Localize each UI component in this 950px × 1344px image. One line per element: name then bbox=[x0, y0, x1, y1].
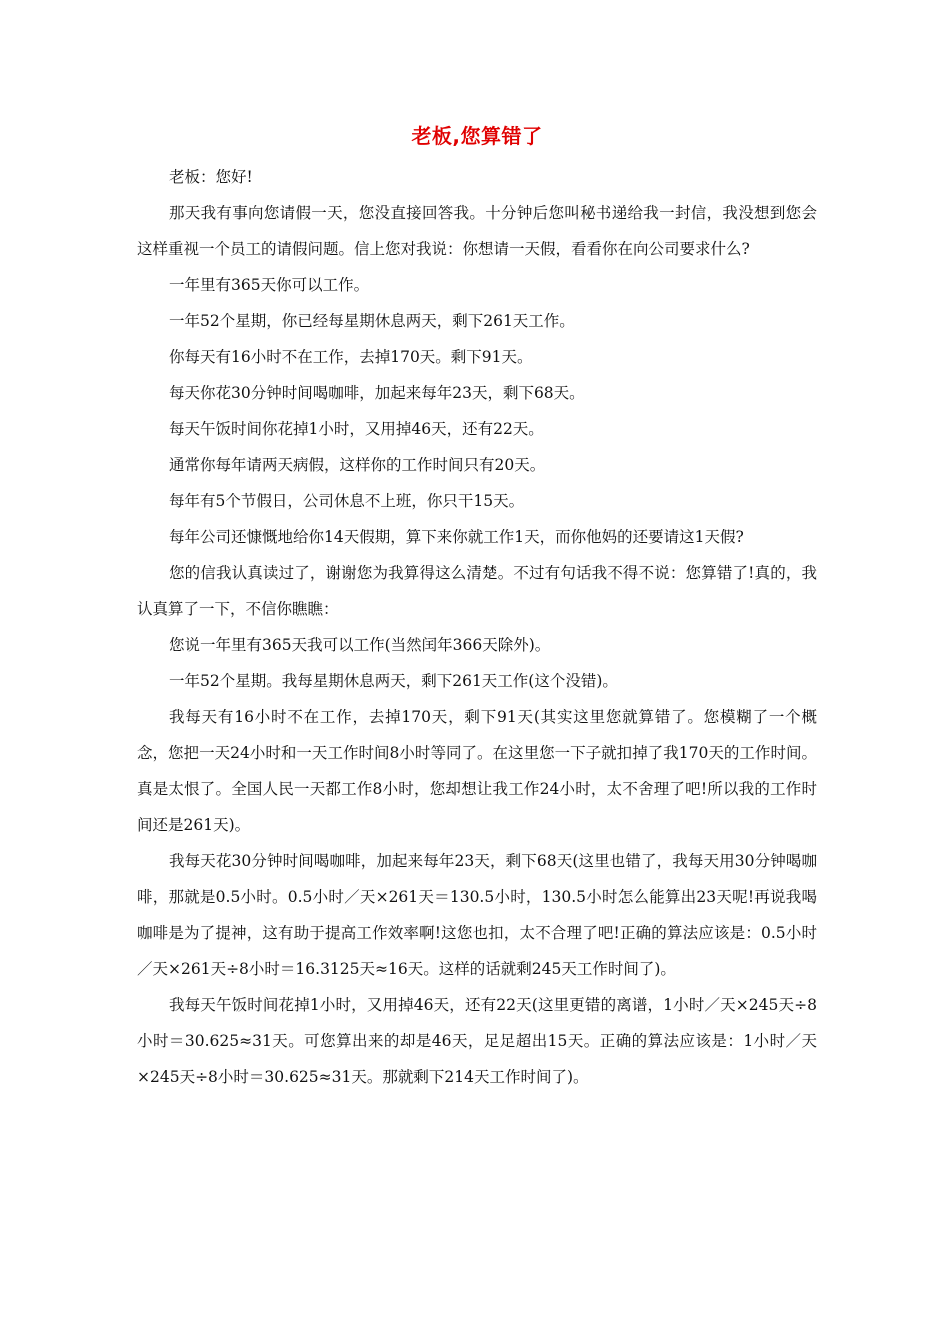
paragraph: 您的信我认真读过了，谢谢您为我算得这么清楚。不过有句话我不得不说：您算错了!真的，我认真算了一下，不信你瞧瞧： bbox=[137, 564, 817, 618]
paragraph: 您说一年里有365天我可以工作(当然闰年366天除外)。 bbox=[169, 636, 551, 654]
paragraph: 那天我有事向您请假一天，您没直接回答我。十分钟后您叫秘书递给我一封信，我没想到您会这样重视一个员工的请假问题。信上您对我说：你想请一天假，看看你在向公司要求什么? bbox=[137, 204, 817, 258]
paragraph: 一年52个星期。我每星期休息两天，剩下261天工作(这个没错)。 bbox=[169, 672, 618, 690]
paragraph: 你每天有16小时不在工作，去掉170天。剩下91天。 bbox=[169, 348, 533, 366]
paragraph: 一年52个星期，你已经每星期休息两天，剩下261天工作。 bbox=[169, 312, 575, 330]
paragraph: 每年公司还慷慨地给你14天假期，算下来你就工作1天，而你他妈的还要请这1天假? bbox=[169, 528, 744, 546]
document-title: 老板,您算错了 bbox=[411, 124, 543, 148]
paragraph: 每天你花30分钟时间喝咖啡，加起来每年23天，剩下68天。 bbox=[169, 384, 585, 402]
document-body bbox=[137, 116, 817, 1095]
paragraph: 我每天午饭时间花掉1小时，又用掉46天，还有22天(这里更错的离谱，1小时／天×245天÷8小时＝30.625≈31天。可您算出来的却是46天，足足超出15天。正确的算法应该是：1小时／天×245天÷8小时＝30.625≈31天。那就剩下214天工作时间了)。 bbox=[137, 996, 817, 1086]
paragraph: 我每天有16小时不在工作，去掉170天，剩下91天(其实这里您就算错了。您模糊了一个概念，您把一天24小时和一天工作时间8小时等同了。在这里您一下子就扣掉了我170天的工作时间。真是太恨了。全国人民一天都工作8小时，您却想让我工作24小时，太不舍理了吧!所以我的工作时间还是261天)。 bbox=[137, 708, 817, 834]
paragraph: 一年里有365天你可以工作。 bbox=[169, 276, 370, 294]
paragraph: 每天午饭时间你花掉1小时，又用掉46天，还有22天。 bbox=[169, 420, 544, 438]
paragraph: 我每天花30分钟时间喝咖啡，加起来每年23天，剩下68天(这里也错了，我每天用30分钟喝咖啡，那就是0.5小时。0.5小时／天×261天＝130.5小时，130.5小时怎么能算出23天呢!再说我喝咖啡是为了提神，这有助于提高工作效率啊!这您也扣，太不合理了吧!正确的算法应该是：0.5小时／天×261天÷8小时＝16.3125天≈16天。这样的话就剩245天工作时间了)。 bbox=[137, 852, 817, 978]
paragraph: 每年有5个节假日，公司休息不上班，你只干15天。 bbox=[169, 492, 525, 510]
paragraph-greeting: 老板：您好! bbox=[169, 168, 253, 186]
paragraph: 通常你每年请两天病假，这样你的工作时间只有20天。 bbox=[169, 456, 546, 474]
